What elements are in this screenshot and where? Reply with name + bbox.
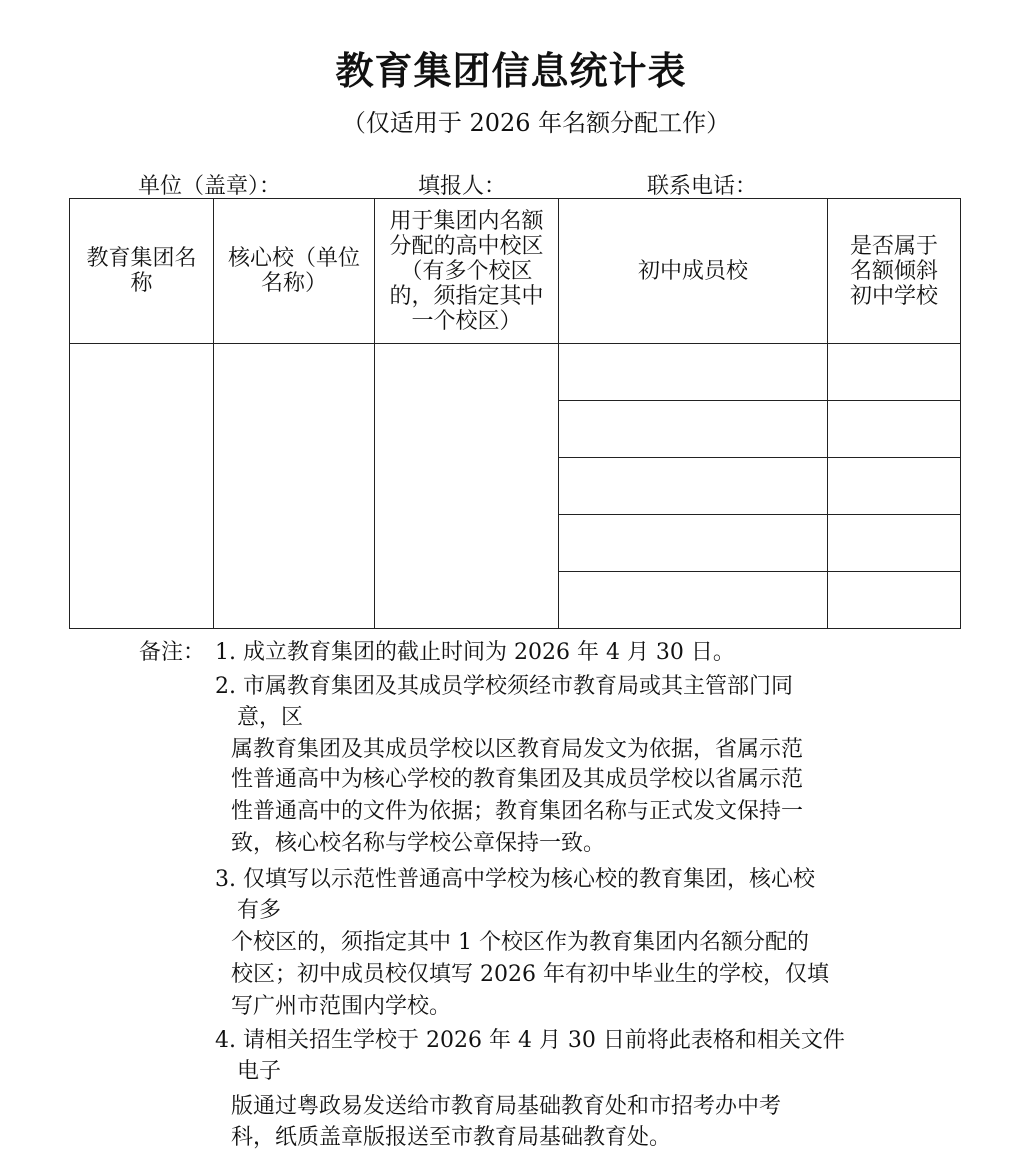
group-info-table [69,198,961,629]
phone-label: 联系电话： [647,174,758,199]
cell-quota-tilt[interactable] [828,515,961,572]
table-row [70,344,961,401]
cell-quota-tilt[interactable] [828,401,961,458]
note-line: 致，核心校名称与学校公章保持一致。 [231,831,606,856]
cell-quota-tilt[interactable] [828,572,961,629]
note-line: 3. 仅填写以示范性普通高中学校为核心校的教育集团，核心校 [215,867,815,892]
cell-member-school[interactable] [559,515,828,572]
cell-group-name[interactable] [70,344,214,629]
note-line: 校区；初中成员校仅填写 2026 年有初中毕业生的学校，仅填 [231,962,829,987]
note-line: 电子 [237,1059,282,1084]
cell-high-school-campus[interactable] [375,344,559,629]
note-line: 版通过粤政易发送给市教育局基础教育处和市招考办中考 [231,1094,782,1119]
cell-member-school[interactable] [559,401,828,458]
note-line: 意，区 [237,705,304,730]
note-line: 属教育集团及其成员学校以区教育局发文为依据，省属示范 [231,737,804,762]
header-high-school-campus: 用于集团内名额分配的高中校区（有多个校区的，须指定其中一个校区） [375,199,559,344]
note-line: 1. 成立教育集团的截止时间为 2026 年 4 月 30 日。 [215,640,735,665]
cell-member-school[interactable] [559,572,828,629]
table-header-row [70,199,961,344]
cell-quota-tilt[interactable] [828,458,961,515]
header-quota-tilt: 是否属于名额倾斜初中学校 [828,199,961,344]
unit-seal-label: 单位（盖章）： [138,174,282,199]
header-core-school: 核心校（单位名称） [214,199,375,344]
note-line: 写广州市范围内学校。 [231,994,452,1019]
note-line: 性普通高中的文件为依据；教育集团名称与正式发文保持一 [231,799,804,824]
header-group-name: 教育集团名称 [70,199,214,344]
document-subtitle: （仅适用于 2026 年名额分配工作） [341,109,731,137]
header-member-middle-schools: 初中成员校 [559,199,828,344]
note-line: 2. 市属教育集团及其成员学校须经市教育局或其主管部门同 [215,674,793,699]
notes-label: 备注： [139,640,206,665]
note-line: 个校区的，须指定其中 1 个校区作为教育集团内名额分配的 [231,930,809,955]
document-title: 教育集团信息统计表 [335,49,687,93]
cell-quota-tilt[interactable] [828,344,961,401]
note-line: 科，纸质盖章版报送至市教育局基础教育处。 [231,1125,672,1150]
cell-core-school[interactable] [214,344,375,629]
cell-member-school[interactable] [559,458,828,515]
note-line: 性普通高中为核心学校的教育集团及其成员学校以省属示范 [231,767,804,792]
filler-label: 填报人： [418,174,507,199]
cell-member-school[interactable] [559,344,828,401]
note-line: 有多 [237,898,282,923]
note-line: 4. 请相关招生学校于 2026 年 4 月 30 日前将此表格和相关文件 [215,1028,845,1053]
